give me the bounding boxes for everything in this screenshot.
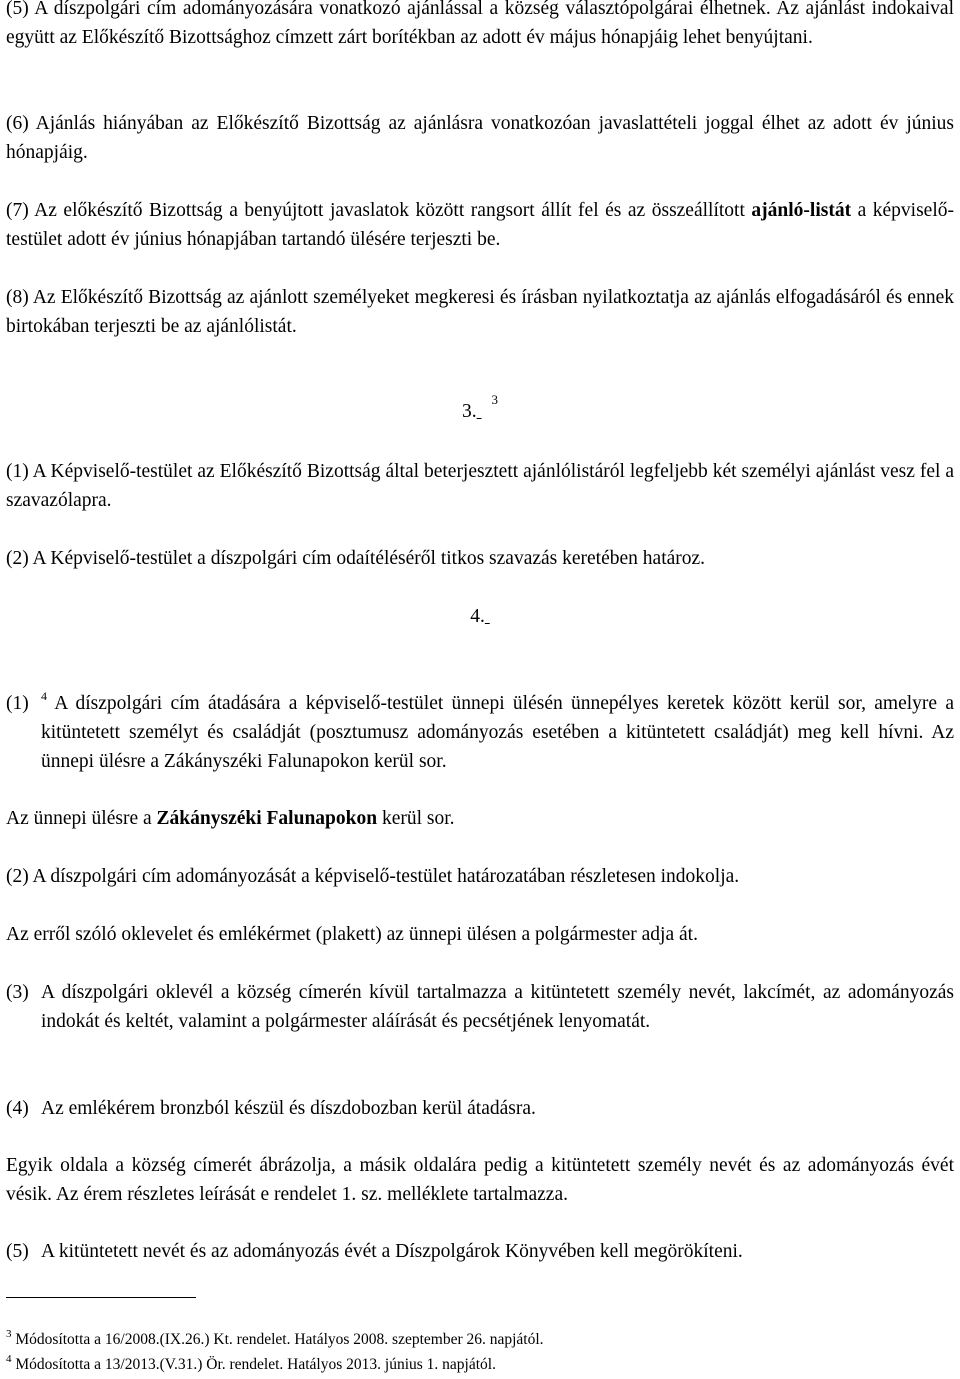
section-3-paragraph-1 (6, 457, 954, 515)
section-4-paragraph-4 (6, 1094, 954, 1123)
section-4-award-note (6, 920, 954, 949)
paragraph-5-text: (5) A díszpolgári cím adományozására vonatkozó ajánlással a község választópolgárai élhetnek. Az ajánlást indokaival együtt az Előkészítő Bizottsághoz címzett zárt borítékban az adott év május hónapjáig lehet benyújtani. (6, 0, 954, 48)
section-4-paragraph-2 (6, 862, 954, 891)
section-4-paragraph-5-text: A kitüntetett nevét és az adományozás évét a Díszpolgárok Könyvében kell megörökíteni. (41, 1241, 743, 1262)
footnote-4-ref: 4 (6, 1352, 12, 1365)
section-4-heading (6, 602, 954, 631)
section-4-footnote-ref: 4 (41, 688, 47, 703)
section-4-paragraph-1 (6, 689, 954, 776)
paragraph-7 (6, 196, 954, 254)
section-4-ceremony-note (6, 804, 954, 833)
ceremony-note-text-a: Az ünnepi ülésre a (6, 808, 157, 829)
paragraph-8-text: (8) Az Előkészítő Bizottság az ajánlott személyeket megkeresi és írásban nyilatkoztatja az ajánlás elfogadásáról és ennek birtokában terjeszti be az ajánlólistát. (6, 287, 954, 337)
section-4-paragraph-5-number: (5) (6, 1241, 29, 1262)
section-4-paragraph-5 (6, 1237, 954, 1266)
section-4-paragraph-3-number: (3) (6, 982, 29, 1003)
paragraph-8 (6, 283, 954, 341)
section-4-number: 4. (470, 606, 485, 627)
footnote-3-text: Módosította a 16/2008.(IX.26.) Kt. rendelet. Hatályos 2008. szeptember 26. napjától. (15, 1331, 544, 1348)
paragraph-6 (6, 109, 954, 167)
paragraph-7-bold-term: ajánló-listát (751, 200, 852, 221)
section-4-paragraph-1-number: (1) (6, 693, 29, 714)
paragraph-5-nomination (6, 0, 954, 52)
section-3-number: 3. (462, 401, 477, 422)
ceremony-note-text-b: kerül sor. (377, 808, 455, 829)
ceremony-note-bold: Zákányszéki Falunapokon (156, 808, 378, 829)
footnote-separator (6, 1297, 196, 1298)
footnote-4-text: Módosította a 13/2013.(V.31.) Ör. rendelet. Hatályos 2013. június 1. napjától. (15, 1356, 496, 1373)
section-3-heading (6, 392, 954, 426)
section-4-paragraph-3-text: A díszpolgári oklevél a község címerén kívül tartalmazza a kitüntetett személy nevét, lakcímét, az adományozás indokát és keltét, valamint a polgármester aláírását és pecsétjének lenyomatát. (41, 982, 954, 1032)
section-3-paragraph-2-text: (2) A Képviselő-testület a díszpolgári cím odaítéléséről titkos szavazás keretében határoz. (6, 548, 706, 569)
section-3-paragraph-2 (6, 544, 954, 573)
section-3-paragraph-1-text: (1) A Képviselő-testület az Előkészítő Bizottság által beterjesztett ajánlólistáról legfeljebb két személyi ajánlást vesz fel a szavazólapra. (6, 461, 954, 511)
section-4-paragraph-2-text: (2) A díszpolgári cím adományozását a képviselő-testület határozatában részletesen indokolja. (6, 866, 740, 887)
section-4-paragraph-4-number: (4) (6, 1098, 29, 1119)
award-note-text: Az erről szóló oklevelet és emlékérmet (plakett) az ünnepi ülésen a polgármester adja át. (6, 924, 698, 945)
paragraph-6-text: (6) Ajánlás hiányában az Előkészítő Bizottság az ajánlásra vonatkozóan javaslattételi joggal élhet az adott év június hónapjáig. (6, 113, 954, 163)
section-4-paragraph-3 (6, 978, 954, 1036)
paragraph-7-text-a: (7) Az előkészítő Bizottság a benyújtott javaslatok között rangsort állít fel és az összeállított (6, 200, 752, 221)
section-4-paragraph-1-text: A díszpolgári cím átadására a képviselő-testület ünnepi ülésén ünnepélyes keretek között kerül sor, amelyre a kitüntetett személyt és családját (posztumusz adományozás esetében a kitüntetett családját) meg kell hívni. Az ünnepi ülésre a Zákányszéki Falunapokon kerül sor. (41, 693, 954, 772)
section-3-footnote-ref: 3 (491, 392, 498, 407)
footnote-3-ref: 3 (6, 1327, 12, 1340)
footnote-3 (6, 1327, 544, 1350)
paragraph-7-text-b: a képviselő-testület adott év június hónapjában tartandó ülésére terjeszti be. (6, 200, 954, 250)
section-4-paragraph-4-text: Az emlékérem bronzból készül és díszdobozban kerül átadásra. (41, 1098, 536, 1119)
section-4-medal-description (6, 1151, 954, 1209)
footnote-4 (6, 1352, 496, 1375)
medal-description-text: Egyik oldala a község címerét ábrázolja, a másik oldalára pedig a kitüntetett személy nevét és az adományozás évét vésik. Az érem részletes leírását e rendelet 1. sz. melléklete tartalmazza. (6, 1155, 954, 1205)
